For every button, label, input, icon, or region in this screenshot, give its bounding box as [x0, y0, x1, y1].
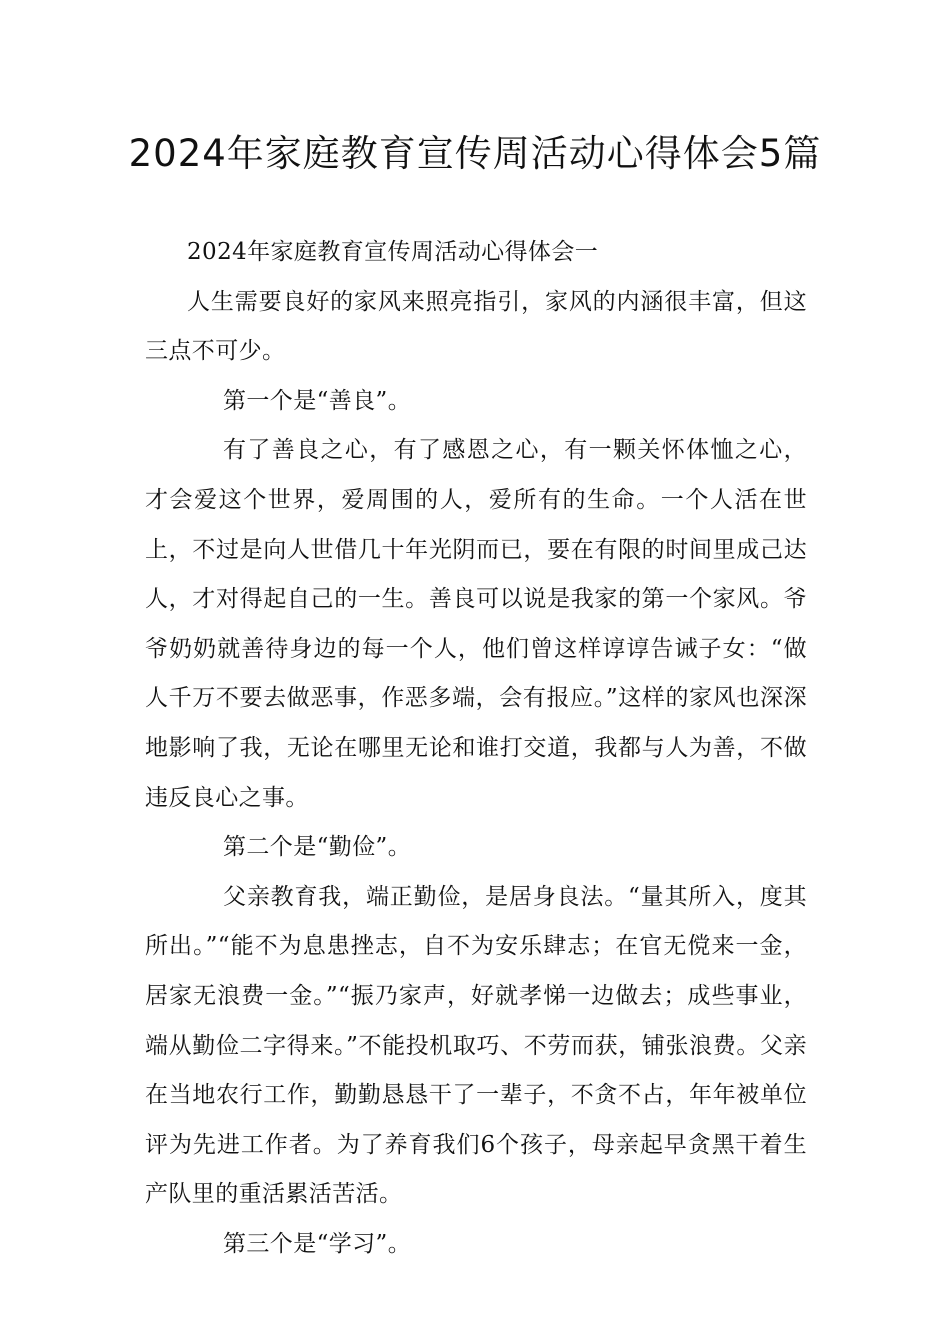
paragraph-intro: 人生需要良好的家风来照亮指引，家风的内涵很丰富，但这三点不可少。: [145, 288, 807, 365]
paragraph-heading-thrift: 第二个是“勤俭”。: [223, 834, 412, 861]
paragraph-thrift: 父亲教育我，端正勤俭，是居身良法。“量其所入，度其所出。”“能不为息患挫志，自不为安乐肆志；在官无傥来一金，居家无浪费一金。”“振乃家声，好就孝悌一边做去；成些事业，端从勤俭二字得来。”不能投机取巧、不劳而获，铺张浪费。父亲在当地农行工作，勤勤恳恳干了一辈子，不贪不占，年年被单位评为先进工作者。为了养育我们6个孩子，母亲起早贪黑干着生产队里的重活累活苦活。: [145, 883, 807, 1208]
paragraph-heading-kindness: 第一个是“善良”。: [223, 387, 412, 414]
section-subtitle: 2024年家庭教育宣传周活动心得体会一: [187, 239, 599, 265]
document-body: [145, 228, 807, 1269]
paragraph-kindness: 有了善良之心，有了感恩之心，有一颗关怀体恤之心，才会爱这个世界，爱周围的人，爱所有的生命。一个人活在世上，不过是向人世借几十年光阴而已，要在有限的时间里成己达人，才对得起自己的一生。善良可以说是我家的第一个家风。爷爷奶奶就善待身边的每一个人，他们曾这样谆谆告诫子女：“做人千万不要去做恶事，作恶多端，会有报应。”这样的家风也深深地影响了我，无论在哪里无论和谁打交道，我都与人为善，不做违反良心之事。: [145, 437, 807, 811]
document-title: 2024年家庭教育宣传周活动心得体会5篇: [128, 132, 822, 175]
paragraph-heading-learning: 第三个是“学习”。: [223, 1230, 412, 1257]
